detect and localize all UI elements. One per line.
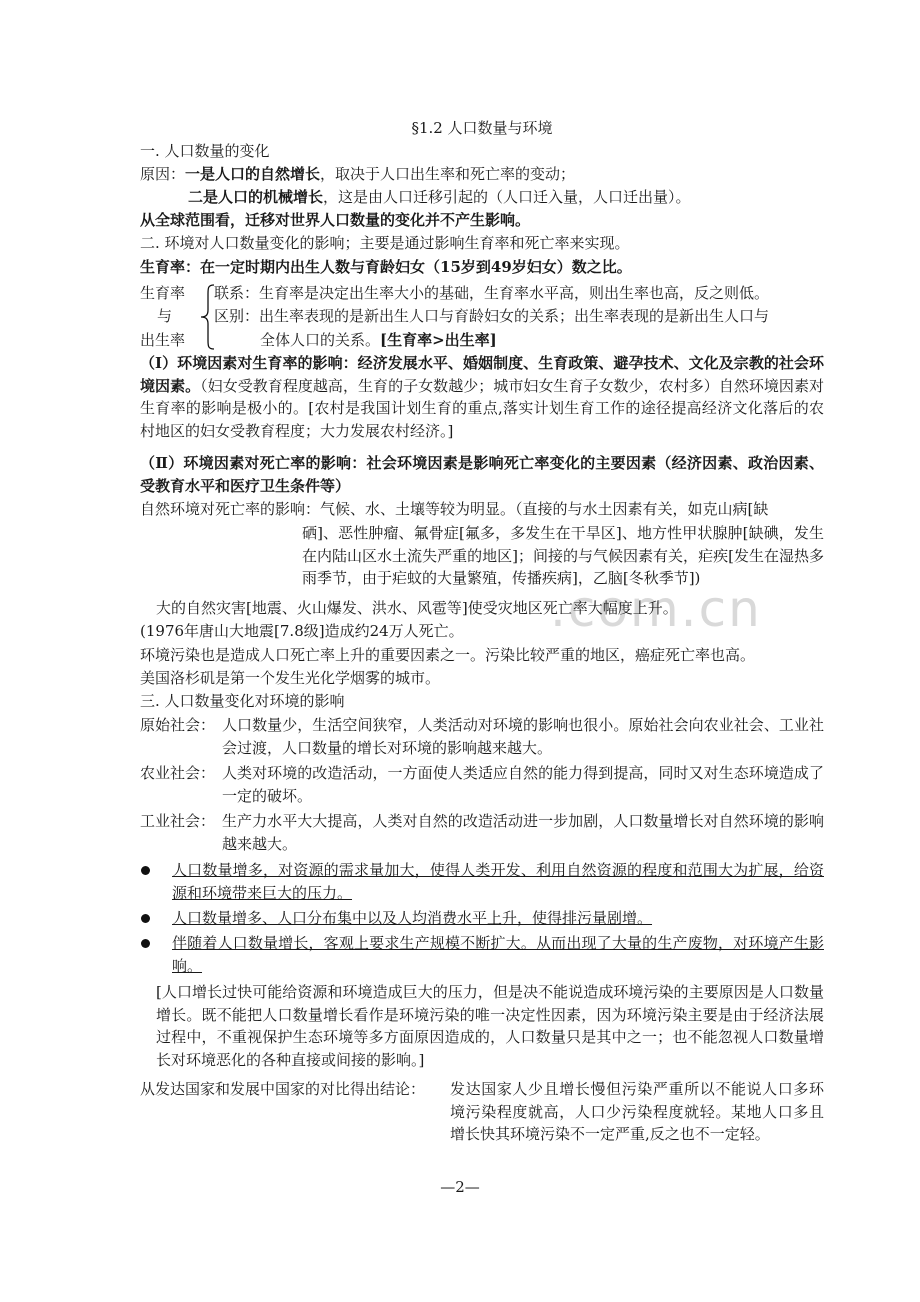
cause-1-rest: ，取决于人口出生率和死亡率的变动； [320, 165, 576, 183]
la-text: 美国洛杉矶是第一个发生光化学烟雾的城市。 [140, 669, 441, 687]
nature-text-1: 气候、水、土壤等较为明显。（直接的与水土因素有关，如克山病[缺 [320, 500, 769, 518]
nature-rest: 硒]、恶性肿瘤、氟骨症[氟多，多发生在干旱区]、地方性甲状腺肿[缺碘，发生在内陆山区水土流失严重的地区]；间接的与气候因素有关，疟疾[发生在湿热多雨季节，由于疟蚊的大量繁殖，传播疾病]，乙脑[冬秋季节]) [302, 524, 824, 587]
cause-1 [140, 163, 824, 186]
fertility-definition: 生育率：在一定时期内出生人数与育龄妇女（15岁到49岁妇女）数之比。 [140, 258, 632, 276]
label-and: 与 [157, 307, 173, 325]
fertility-factors-bold: （Ⅰ）环境因素对生育率的影响：经济发展水平、婚姻制度、生育政策、避孕技术、文化及宗教的社会环境因素。 [140, 354, 824, 395]
mortality-factors: （Ⅱ）环境因素对死亡率的影响：社会环境因素是影响死亡率变化的主要因素（经济因素、政治因素、受教育水平和医疗卫生条件等） [140, 454, 824, 495]
bullet-icon [141, 866, 150, 875]
nature-prefix: 自然环境对死亡率的影响： [140, 500, 321, 518]
diff-line-2-bold: [生育率>出生率] [380, 331, 497, 349]
primitive-text: 人口数量少，生活空间狭窄，人类活动对环境的影响也很小。原始社会向农业社会、工业社会过渡，人口数量的增长对环境的影响越来越大。 [222, 716, 824, 757]
cause-2 [188, 186, 824, 209]
bullet-icon [141, 939, 150, 948]
conclusion-text: 发达国家人少且增长慢但污染严重所以不能说人口多环境污染程度就高，人口少污染程度就轻。某地人口多且增长快其环境污染不一定严重,反之也不一定轻。 [450, 1080, 824, 1143]
note-text: [人口增长过快可能给资源和环境造成巨大的压力，但是决不能说造成环境污染的主要原因是人口数量增长。既不能把人口数量增长看作是环境污染的唯一决定性因素，因为环境污染主要是由于经济法展过程中，不重视保护生态环境等多方面原因造成的，人口数量只是其中之一；也不能忽视人口数量增长对环境恶化的各种直接或间接的影响。] [156, 983, 824, 1069]
disaster-text: 大的自然灾害[地震、火山爆发、洪水、风雹等]使受灾地区死亡率大幅度上升。 [156, 599, 678, 617]
bullet-item-2: 人口数量增多、人口分布集中以及人均消费水平上升，使得排污量剧增。 [172, 909, 653, 927]
watermark: .com.cn [550, 580, 762, 638]
cause-2-rest: ，这是由人口迁移引起的（人口迁入量，人口迁出量）。 [323, 188, 691, 206]
diff-line-2-text: 全体人口的关系。 [260, 331, 381, 349]
diff-line-2 [260, 329, 824, 352]
global-migration: 从全球范围看，迁移对世界人口数量的变化并不产生影响。 [140, 211, 531, 229]
agri-label: 农业社会： [140, 764, 216, 782]
cause-prefix: 原因： [140, 165, 186, 183]
industrial-label: 工业社会： [140, 812, 216, 830]
page-title: §1.2 人口数量与环境 [411, 119, 553, 137]
page-number: —2— [440, 1178, 480, 1196]
fertility-factors [140, 352, 824, 442]
agri-text: 人类对环境的改造活动，一方面使人类适应自然的能力得到提高，同时又对生态环境造成了一定的破坏。 [222, 764, 824, 805]
nature-line-1 [140, 498, 824, 521]
conclusion-label: 从发达国家和发展中国家的对比得出结论： [140, 1080, 426, 1098]
cause-1-bold: 一是人口的自然增长 [185, 165, 321, 183]
industrial-text: 生产力水平大大提高，人类对自然的改造活动进一步加剧，人口数量增长对自然环境的影响越来越大。 [222, 812, 824, 853]
primitive-label: 原始社会： [140, 716, 216, 734]
label-fertility: 生育率 [140, 284, 186, 302]
section-2-heading: 二. 环境对人口数量变化的影响；主要是通过影响生育率和死亡率来实现。 [140, 234, 630, 252]
fertility-factors-rest: （妇女受教育程度越高，生育的子女数越少；城市妇女生育子女数少，农村多）自然环境因素对生育率的影响是极小的。[农村是我国计划生育的重点,落实计划生育工作的途径提高经济文化落后的农村地区的妇女受教育程度；大力发展农村经济。] [140, 376, 824, 440]
tangshan-text: (1976年唐山大地震[7.8级]造成约24万人死亡。 [140, 622, 464, 640]
pollution-text: 环境污染也是造成人口死亡率上升的重要因素之一。污染比较严重的地区，癌症死亡率也高。 [140, 646, 756, 664]
section-1-heading: 一. 人口数量的变化 [140, 142, 270, 160]
label-birthrate: 出生率 [140, 331, 186, 349]
bullet-item-1: 人口数量增多，对资源的需求量加大，使得人类开发、利用自然资源的程度和范围大为扩展，给资源和环境带来巨大的压力。 [172, 861, 824, 902]
diff-line-1: 区别：出生率表现的是新出生人口与育龄妇女的关系；出生率表现的是新出生人口与 [214, 307, 770, 325]
section-3-heading: 三. 人口数量变化对环境的影响 [140, 692, 345, 710]
cause-2-bold: 二是人口的机械增长 [188, 188, 324, 206]
bullet-item-3: 伴随着人口数量增长，客观上要求生产规模不断扩大。从而出现了大量的生产废物，对环境产生影响。 [172, 934, 824, 975]
bullet-icon [141, 914, 150, 923]
link-text: 联系：生育率是决定出生率大小的基础，生育率水平高，则出生率也高，反之则低。 [214, 284, 770, 302]
